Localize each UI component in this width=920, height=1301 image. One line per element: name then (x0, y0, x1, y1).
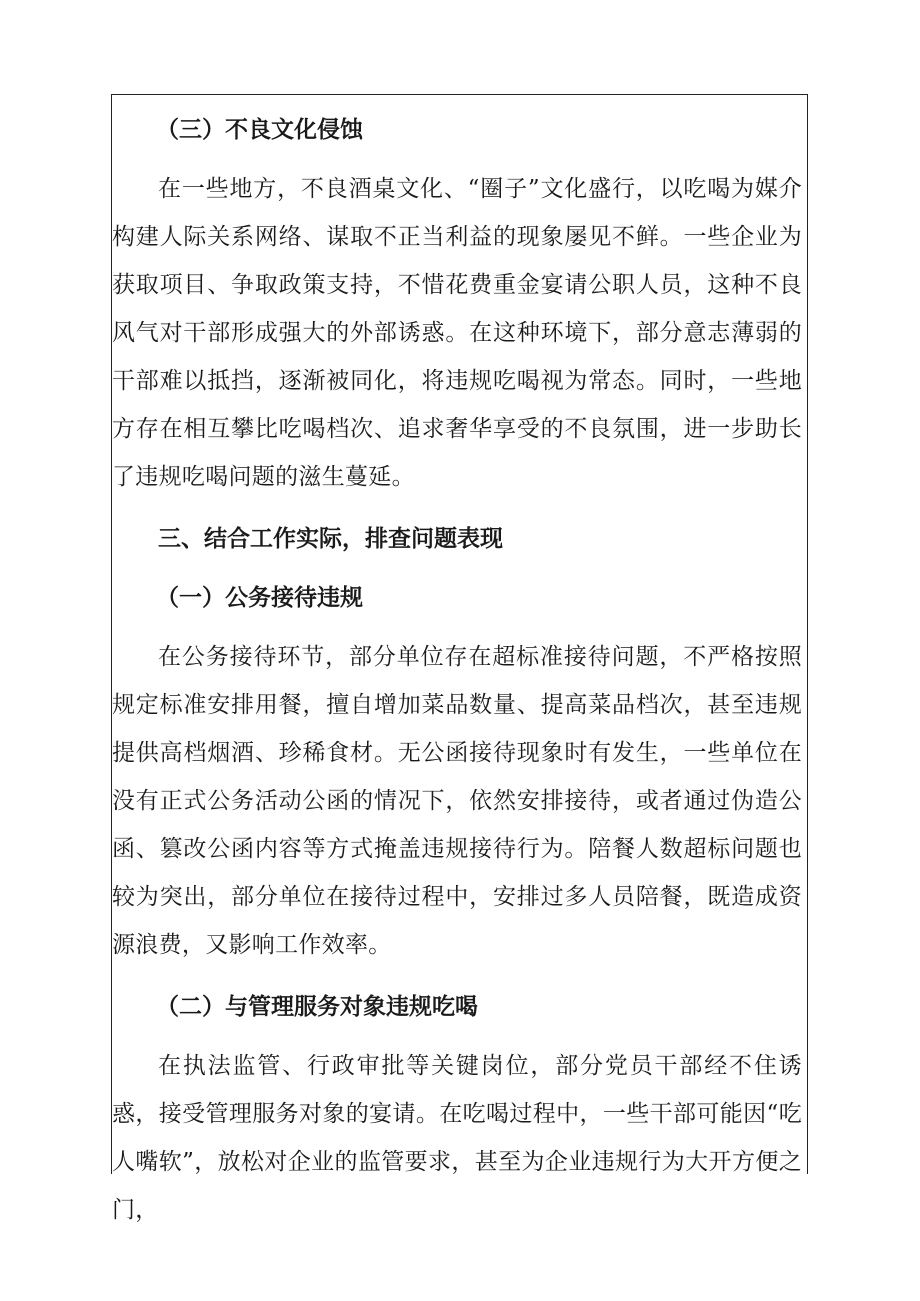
subsection-title-bad-culture: （三）不良文化侵蚀 (156, 117, 363, 143)
document-body (112, 106, 802, 1234)
subsection-title-reception: （一）公务接待违规 (156, 585, 363, 611)
subsection-title-service-objects: （二）与管理服务对象违规吃喝 (156, 994, 478, 1020)
paragraph-reception: 在公务接待环节，部分单位存在超标准接待问题，不严格按照规定标准安排用餐，擅自增加菜品数量、提高菜品档次，甚至违规提供高档烟酒、珍稀食材。无公函接待现象时有发生，一些单位在没有正式公务活动公函的情况下，依然安排接待，或者通过伪造公函、篡改公函内容等方式掩盖违规接待行为。陪餐人数超标问题也较为突出，部分单位在接待过程中，安排过多人员陪餐，既造成资源浪费，又影响工作效率。 (112, 644, 802, 958)
paragraph-bad-culture: 在一些地方，不良酒桌文化、“圈子”文化盛行，以吃喝为媒介构建人际关系网络、谋取不正当利益的现象屡见不鲜。一些企业为获取项目、争取政策支持，不惜花费重金宴请公职人员，这种不良风气对干部形成强大的外部诱惑。在这种环境下，部分意志薄弱的干部难以抵挡，逐渐被同化，将违规吃喝视为常态。同时，一些地方存在相互攀比吃喝档次、追求奢华享受的不良氛围，进一步助长了违规吃喝问题的滋生蔓延。 (112, 176, 802, 490)
section-title-problems: 三、结合工作实际，排查问题表现 (158, 526, 503, 552)
paragraph-service-objects: 在执法监管、行政审批等关键岗位，部分党员干部经不住诱惑，接受管理服务对象的宴请。在吃喝过程中，一些干部可能因“吃人嘴软”，放松对企业的监管要求，甚至为企业违规行为大开方便之门， (112, 1053, 802, 1223)
